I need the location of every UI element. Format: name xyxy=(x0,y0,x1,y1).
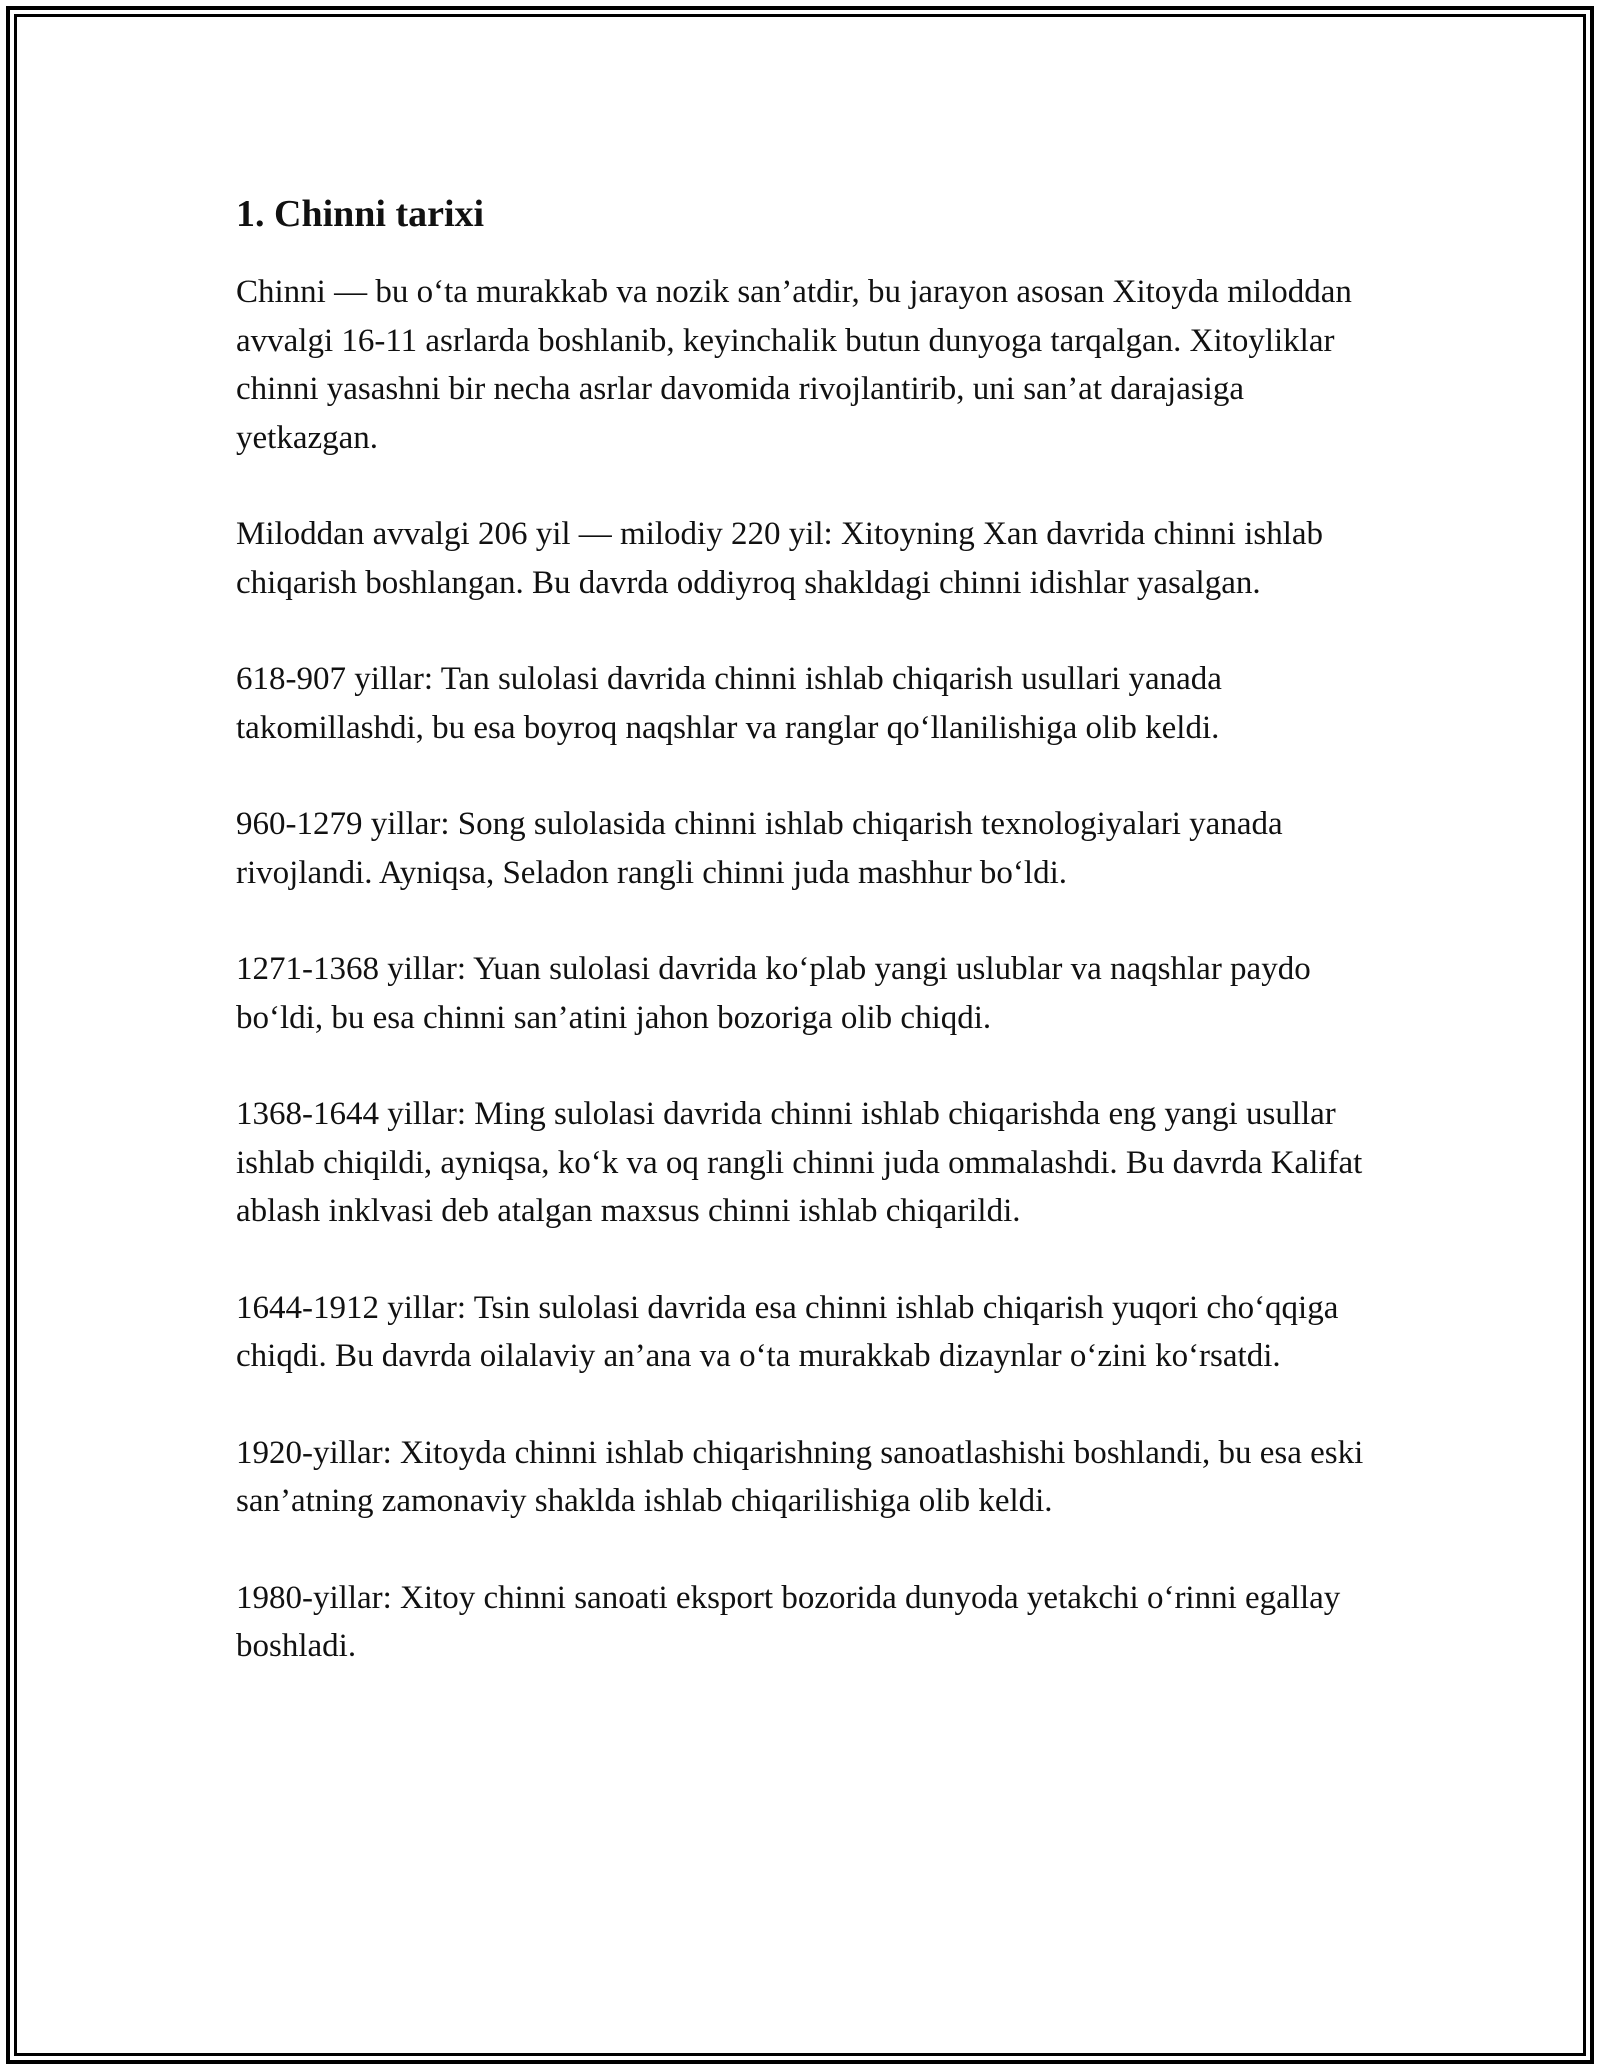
paragraph-yuan-dynasty: 1271-1368 yillar: Yuan sulolasi davrida ko‘plab yangi uslublar va naqshlar paydo bo‘ldi, bu esa chinni san’atini jahon bozoriga olib chiqdi. xyxy=(236,951,1311,1036)
paragraph-ming-dynasty: 1368-1644 yillar: Ming sulolasi davrida chinni ishlab chiqarishda eng yangi usullar ishlab chiqildi, ayniqsa, ko‘k va oq rangli chinni juda ommalashdi. Bu davrda Kalifat ablash inklvasi deb atalgan maxsus chinni ishlab chiqarildi. xyxy=(236,1096,1363,1229)
paragraph-tang-dynasty: 618-907 yillar: Tan sulolasi davrida chinni ishlab chiqarish usullari yanada takomillashdi, bu esa boyroq naqshlar va ranglar qo‘llanilishiga olib keldi. xyxy=(236,661,1222,746)
paragraph-1920s: 1920-yillar: Xitoyda chinni ishlab chiqarishning sanoatlashishi boshlandi, bu esa eski san’atning zamonaviy shaklda ishlab chiqarilishiga olib keldi. xyxy=(236,1434,1364,1519)
paragraph-qing-dynasty: 1644-1912 yillar: Tsin sulolasi davrida esa chinni ishlab chiqarish yuqori cho‘qqiga chiqdi. Bu davrda oilalaviy an’ana va o‘ta murakkab dizaynlar o‘zini ko‘rsatdi. xyxy=(236,1289,1339,1374)
paragraph-han-dynasty: Miloddan avvalgi 206 yil — milodiy 220 yil: Xitoyning Xan davrida chinni ishlab chiqarish boshlangan. Bu davrda oddiyroq shakldagi chinni idishlar yasalgan. xyxy=(236,516,1324,601)
section-title: 1. Chinni tarixi xyxy=(236,193,485,235)
paragraph-song-dynasty: 960-1279 yillar: Song sulolasida chinni ishlab chiqarish texnologiyalari yanada rivojlandi. Ayniqsa, Seladon rangli chinni juda mashhur bo‘ldi. xyxy=(236,806,1283,891)
document-body xyxy=(236,186,1370,1719)
paragraph-1980s: 1980-yillar: Xitoy chinni sanoati eksport bozorida dunyoda yetakchi o‘rinni egallay boshladi. xyxy=(236,1579,1341,1664)
paragraph-intro: Chinni — bu o‘ta murakkab va nozik san’atdir, bu jarayon asosan Xitoyda miloddan avvalgi 16-11 asrlarda boshlanib, keyinchalik butun dunyoga tarqalgan. Xitoyliklar chinni yasashni bir necha asrlar davomida rivojlantirib, uni san’at darajasiga yetkazgan. xyxy=(236,274,1352,456)
